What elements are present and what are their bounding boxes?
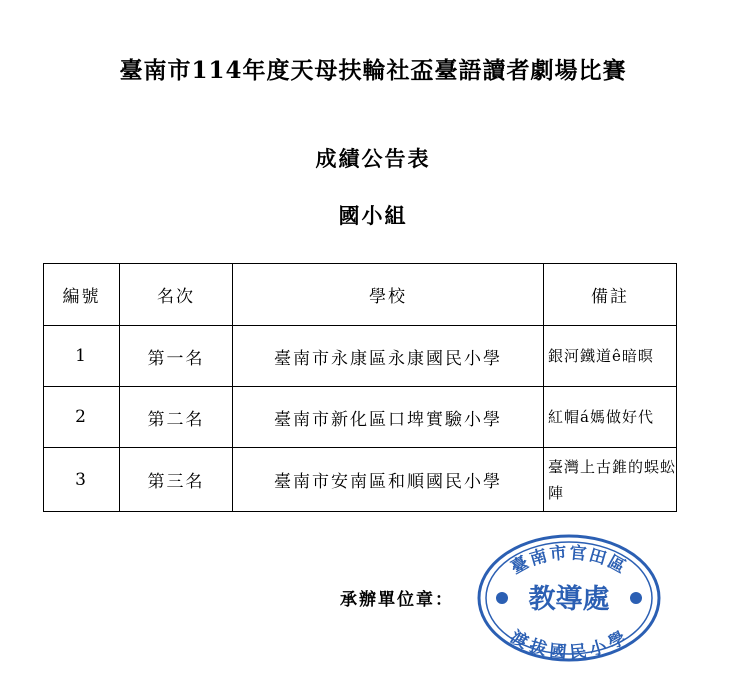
- table-row: [44, 448, 677, 512]
- cell-number: 1: [44, 326, 120, 387]
- table-row: [44, 387, 677, 448]
- organizer-seal-label: 承辦單位章：: [340, 590, 454, 610]
- cell-number: 3: [44, 448, 120, 512]
- table-header-row: [44, 264, 677, 326]
- column-header-note: 備註: [544, 264, 677, 326]
- page-subtitle: 成績公告表: [315, 146, 431, 171]
- page-title: 臺南市114年度天母扶輪社盃臺語讀者劇場比賽: [119, 57, 627, 84]
- cell-rank: 第三名: [120, 448, 233, 512]
- cell-rank: 第一名: [120, 326, 233, 387]
- column-header-school: 學校: [233, 264, 544, 326]
- seal-bottom-text: 渡拔國民小學: [506, 627, 632, 664]
- results-table: [43, 263, 677, 512]
- cell-note: 紅帽á媽做好代: [544, 387, 677, 448]
- cell-school: 臺南市新化區口埤實驗小學: [233, 387, 544, 448]
- table-row: [44, 326, 677, 387]
- cell-school: 臺南市永康區永康國民小學: [233, 326, 544, 387]
- cell-note: 銀河鐵道ê暗暝: [544, 326, 677, 387]
- column-header-rank: 名次: [120, 264, 233, 326]
- cell-school: 臺南市安南區和順國民小學: [233, 448, 544, 512]
- cell-rank: 第二名: [120, 387, 233, 448]
- cell-note: 臺灣上古錐的蜈蚣陣: [544, 448, 677, 512]
- seal-top-text: 臺南市官田區: [507, 543, 631, 579]
- cell-number: 2: [44, 387, 120, 448]
- official-seal-stamp: [474, 532, 664, 664]
- column-header-number: 編號: [44, 264, 120, 326]
- group-label: 國小組: [338, 203, 408, 228]
- seal-center-text: 教導處: [528, 584, 610, 615]
